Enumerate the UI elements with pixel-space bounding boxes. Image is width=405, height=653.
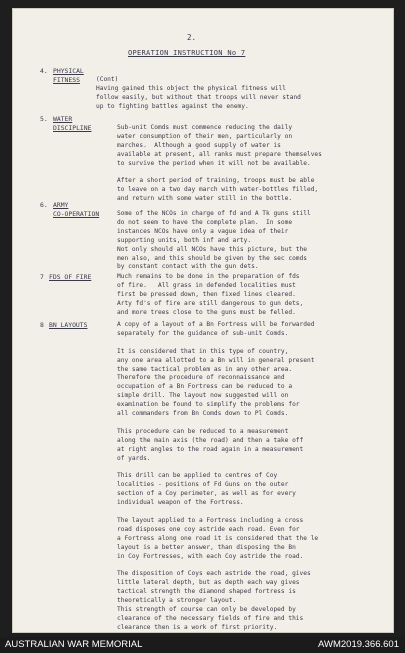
section-number: 8 xyxy=(40,321,44,329)
section-heading: FDS OF FIRE xyxy=(49,273,92,281)
page-number: 2. xyxy=(187,33,197,42)
document-title: OPERATION INSTRUCTION No 7 xyxy=(128,49,246,57)
section-heading: BN LAYOUTS xyxy=(49,321,88,329)
footer-accession-number: AWM2019.366.601 xyxy=(318,639,399,650)
section-body: Having gained this object the physical fitness will follow easily, but without that troops will never stand up to fighting battles against the enemy. xyxy=(96,85,301,110)
footer-bar xyxy=(0,637,405,653)
section-heading: ARMY CO-OPERATION xyxy=(53,201,100,218)
section-number: 5. xyxy=(40,115,48,123)
section-number: 4. xyxy=(40,67,48,75)
section-body: A copy of a layout of a Bn Fortress will be forwarded separately for the guidance of sub-unit Comds. It is considered that in this type of country, any one area allotted to a Bn will in general present the same tactical problem as in any other area. Therefore the procedure of reconnaissance and occupation of a Bn Fortress can be reduced to a simple drill. The layout now suggested will on examination be found to simplify the problems for all commanders from Bn Comds down to Pl Comds. This procedure can be reduced to a measurement along the main axis (the road) and then a take off at right angles to the road again in a measurement of yards. This drill can be applied to centres of Coy localities - positions of Fd Guns on the outer section of a Coy perimeter, as well as for every individual weapon of the Fortress. The layout applied to a Fortress including a cross road disposes one coy astride each road. Even for a Fortress along one road it is considered that the le layout is a better answer, than disposing the Bn in Coy Fortresses, with each Coy astride the road. The disposition of Coys each astride the road, gives little lateral depth, but as depth each way gives tactical strength the diamond shaped fortress is theoretically a stronger layout. This strength of course can only be developed by clearance of the necessary fields of fire and this clearance then is a work of first priority. xyxy=(117,321,319,631)
section-heading: WATER DISCIPLINE xyxy=(53,115,92,132)
section-heading: PHYSICAL FITNESS xyxy=(53,67,84,84)
section-number: 6. xyxy=(40,201,48,209)
section-body: Much remains to be done in the preparation of fds of fire. All grass in defended localities must first be pressed down, then fixed lines cleared. Arty fd's of fire are still dangerous to gun dets, and more trees close to the guns must be felled. xyxy=(117,273,304,316)
section-body: Sub-unit Comds must commence reducing the daily water consumption of their men, particularly on marches. Although a good supply of water is available at present, all ranks must prepare themselves to survive the period when it will not be available. After a short period of training, troops must be able to leave on a two day march with water-bottles filled, and return with some water still in the bottle. xyxy=(117,124,322,203)
section-heading-suffix: (Cont) xyxy=(96,76,119,83)
footer-institution: AUSTRALIAN WAR MEMORIAL xyxy=(5,639,143,650)
section-body: Some of the NCOs in charge of fd and A Tk guns still do not seem to have the complete plan. In some instances NCOs have only a vague idea of their supporting units, both inf and arty. Not only should all NCOs have this picture, but the men also, and this should be given by the sec comds by constant contact with the gun dets. xyxy=(117,210,311,271)
section-number: 7 xyxy=(40,273,44,281)
